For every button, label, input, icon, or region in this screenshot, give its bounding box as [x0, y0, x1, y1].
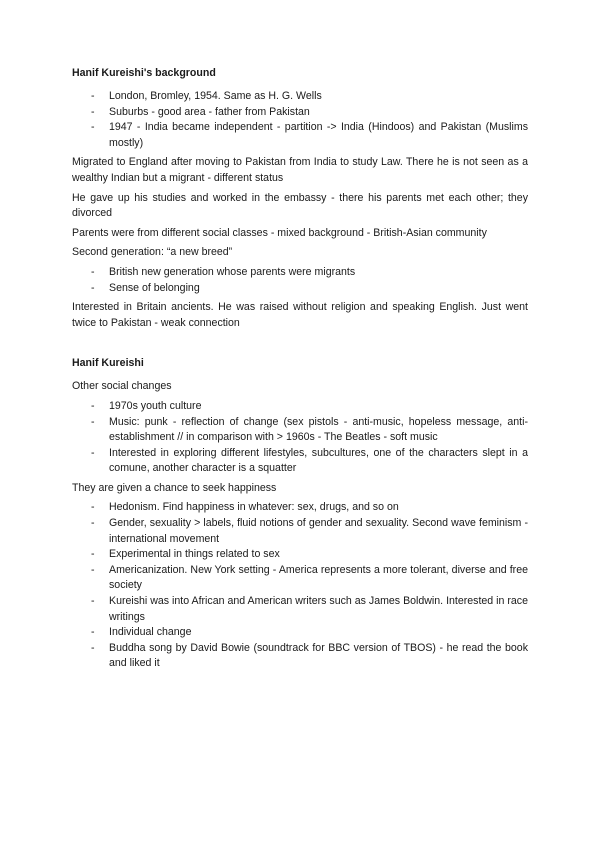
- dash-bullet: -: [91, 281, 95, 294]
- happiness-list: [72, 500, 528, 672]
- dash-bullet: -: [91, 105, 95, 118]
- dash-bullet: -: [91, 446, 95, 459]
- dash-bullet: -: [91, 548, 95, 561]
- dash-bullet: -: [91, 121, 95, 134]
- list-item: - Experimental in things related to sex: [72, 547, 528, 563]
- list-item: - Gender, sexuality > labels, fluid notions of gender and sexuality. Second wave feminism - international movement: [91, 517, 528, 545]
- paragraph-parents: Parents were from different social classes - mixed background - British-Asian community: [72, 226, 487, 239]
- generation-list: [72, 265, 528, 296]
- dash-bullet: -: [91, 265, 95, 278]
- dash-bullet: -: [91, 501, 95, 514]
- list-item: - 1970s youth culture: [72, 399, 528, 415]
- dash-bullet: -: [91, 415, 95, 428]
- section-spacer: [72, 335, 528, 356]
- background-list: [72, 89, 528, 151]
- dash-bullet: -: [91, 399, 95, 412]
- paragraph-social-changes: Other social changes: [72, 380, 172, 393]
- list-item: - London, Bromley, 1954. Same as H. G. Wells: [72, 89, 528, 105]
- social-changes-list: [72, 399, 528, 477]
- list-item: - Americanization. New York setting - America represents a more tolerant, diverse and free society: [91, 563, 528, 592]
- list-item: - Individual change: [72, 625, 528, 641]
- section-heading-background: Hanif Kureishi's background: [72, 67, 216, 79]
- dash-bullet: -: [91, 626, 95, 639]
- dash-bullet: -: [91, 595, 95, 608]
- list-item: - Music: punk - reflection of change (sex pistols - anti-music, hopeless message, anti-establishment // in comparison with > 1960s - The Beatles - soft music: [91, 415, 528, 444]
- list-item: - Kureishi was into African and American writers such as James Boldwin. Interested in race writings: [91, 595, 528, 623]
- document-page: [72, 66, 528, 676]
- paragraph-second-generation: Second generation: “a new breed”: [72, 246, 233, 259]
- paragraph-embassy: He gave up his studies and worked in the embassy - there his parents met each other; they divorced: [72, 191, 528, 220]
- list-item: - 1947 - India became independent - partition -> India (Hindoos) and Pakistan (Muslims mostly): [91, 121, 528, 149]
- list-item: - Interested in exploring different lifestyles, subcultures, one of the characters slept in a comune, another character is a squatter: [91, 446, 528, 475]
- dash-bullet: -: [91, 563, 95, 576]
- section-heading-kureishi: Hanif Kureishi: [72, 357, 144, 370]
- list-item: - Sense of belonging: [72, 281, 528, 297]
- paragraph-happiness: They are given a chance to seek happiness: [72, 481, 277, 494]
- dash-bullet: -: [91, 517, 95, 530]
- paragraph-britain-ancients: Interested in Britain ancients. He was raised without religion and speaking English. Just went twice to Pakistan - weak connection: [72, 301, 528, 329]
- list-item: - Buddha song by David Bowie (soundtrack for BBC version of TBOS) - he read the book and liked it: [91, 641, 528, 670]
- list-item: - British new generation whose parents were migrants: [72, 265, 528, 281]
- paragraph-migration: Migrated to England after moving to Pakistan from India to study Law. There he is not seen as a wealthy Indian but a migrant - different status: [72, 156, 528, 184]
- dash-bullet: -: [91, 641, 95, 654]
- list-item: - Suburbs - good area - father from Pakistan: [72, 105, 528, 121]
- dash-bullet: -: [91, 90, 95, 102]
- list-item: - Hedonism. Find happiness in whatever: sex, drugs, and so on: [72, 500, 528, 516]
